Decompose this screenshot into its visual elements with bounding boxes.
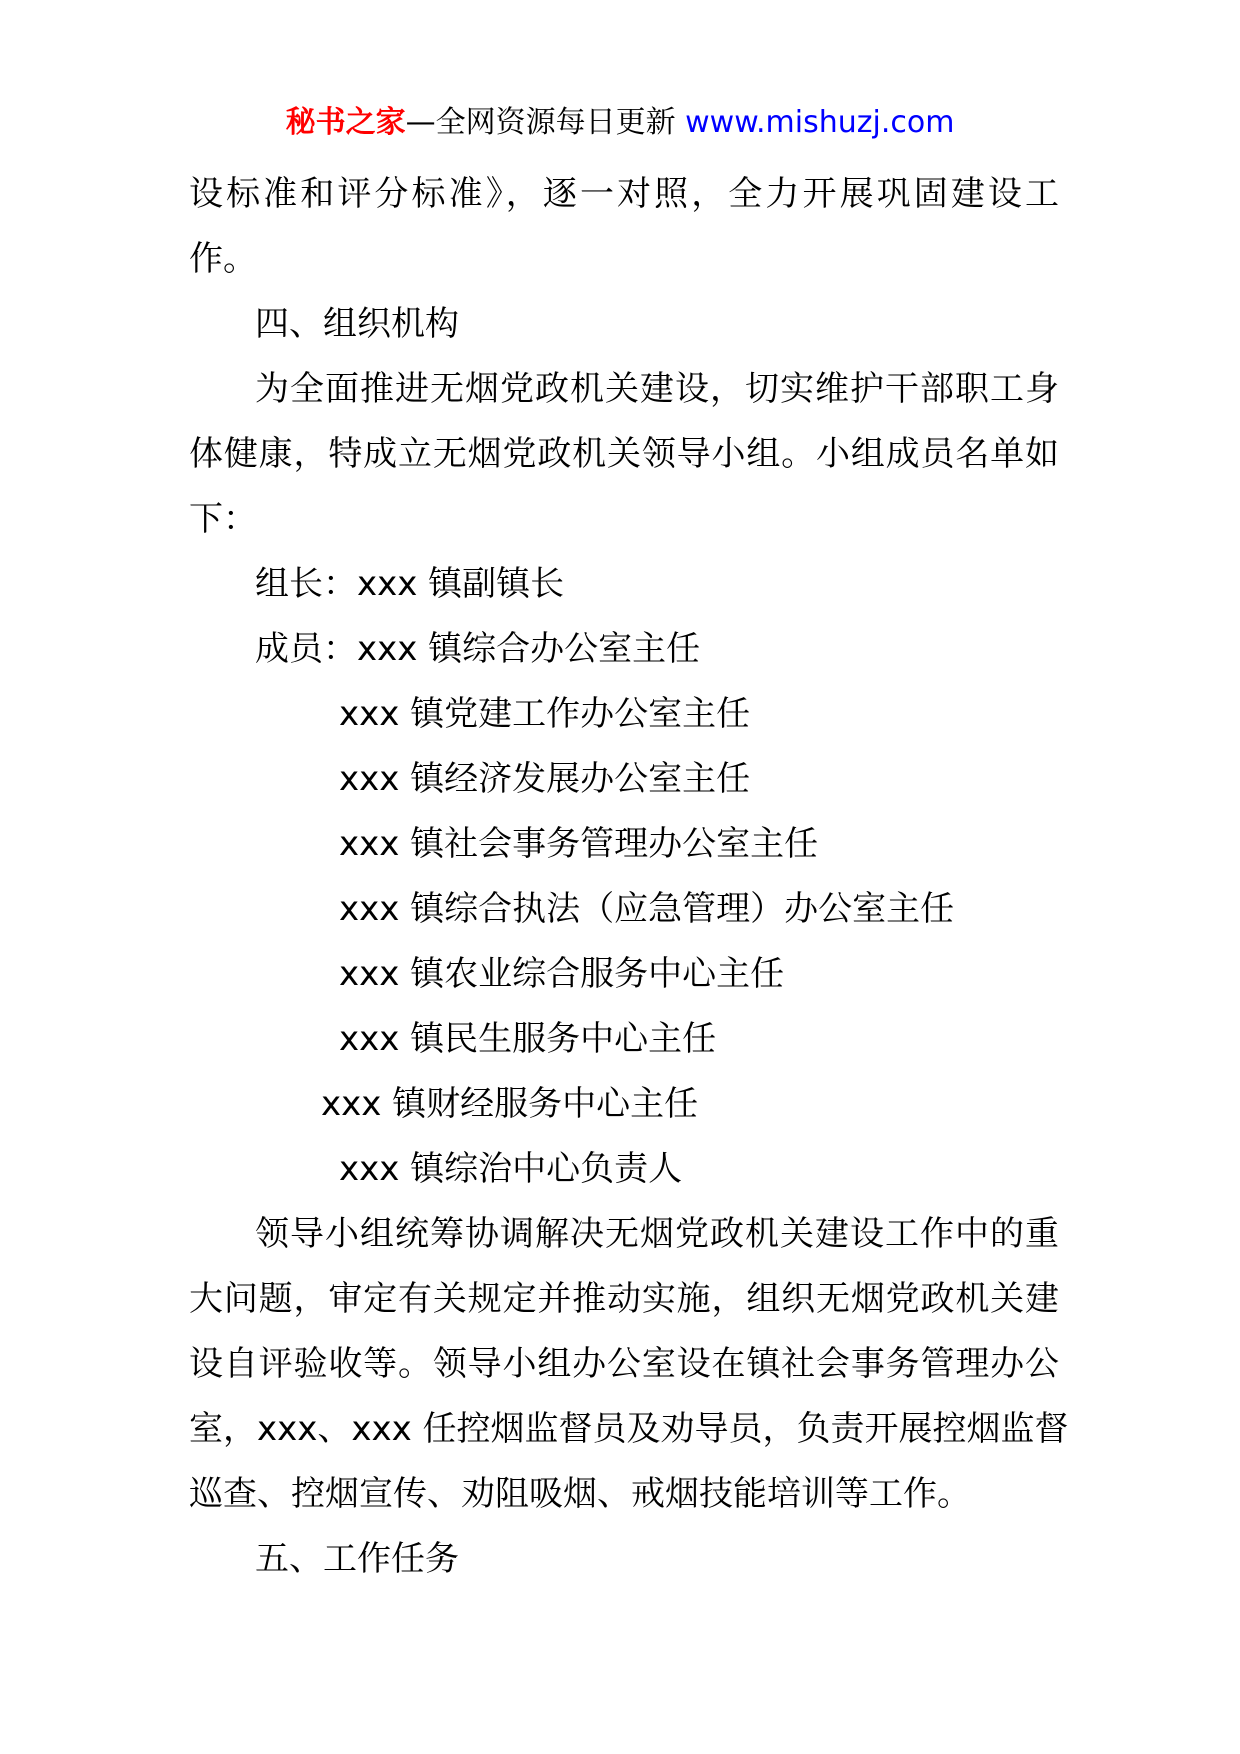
paragraph-line: 体健康，特成立无烟党政机关领导小组。小组成员名单如 xyxy=(189,434,1059,474)
member-line: xxx 镇民生服务中心主任 xyxy=(339,1019,717,1059)
member-line: xxx 镇农业综合服务中心主任 xyxy=(339,954,785,994)
paragraph-line: 大问题，审定有关规定并推动实施，组织无烟党政机关建 xyxy=(189,1279,1059,1319)
header-tagline: —全网资源每日更新 xyxy=(405,105,676,140)
paragraph-line: 作。 xyxy=(189,239,257,279)
member-line: xxx 镇财经服务中心主任 xyxy=(321,1084,699,1124)
member-line-first: 成员：xxx 镇综合办公室主任 xyxy=(255,629,701,669)
document-body xyxy=(189,162,1069,1592)
member-line: xxx 镇经济发展办公室主任 xyxy=(339,759,751,799)
member-line: xxx 镇党建工作办公室主任 xyxy=(339,694,751,734)
header-brand: 秘书之家 xyxy=(285,105,406,140)
member-line: xxx 镇社会事务管理办公室主任 xyxy=(339,824,819,864)
section-heading: 四、组织机构 xyxy=(255,304,459,344)
paragraph-line: 设自评验收等。领导小组办公室设在镇社会事务管理办公 xyxy=(189,1344,1059,1384)
paragraph-line: 设标准和评分标准》，逐一对照，全力开展巩固建设工 xyxy=(189,174,1059,214)
paragraph-line: 巡查、控烟宣传、劝阻吸烟、戒烟技能培训等工作。 xyxy=(189,1474,971,1514)
member-line-leader: 组长：xxx 镇副镇长 xyxy=(255,564,565,604)
paragraph-line: 为全面推进无烟党政机关建设，切实维护干部职工身 xyxy=(255,369,1059,409)
paragraph-line: 室，xxx、xxx 任控烟监督员及劝导员，负责开展控烟监督 xyxy=(189,1409,1069,1449)
section-heading: 五、工作任务 xyxy=(255,1539,459,1579)
page-header xyxy=(0,100,1240,146)
paragraph-line: 领导小组统筹协调解决无烟党政机关建设工作中的重 xyxy=(255,1214,1059,1254)
header-url-link[interactable]: www.mishuzj.com xyxy=(685,105,955,140)
paragraph-line: 下： xyxy=(189,499,257,539)
member-line: xxx 镇综合执法（应急管理）办公室主任 xyxy=(339,889,955,929)
member-line: xxx 镇综治中心负责人 xyxy=(339,1149,683,1189)
